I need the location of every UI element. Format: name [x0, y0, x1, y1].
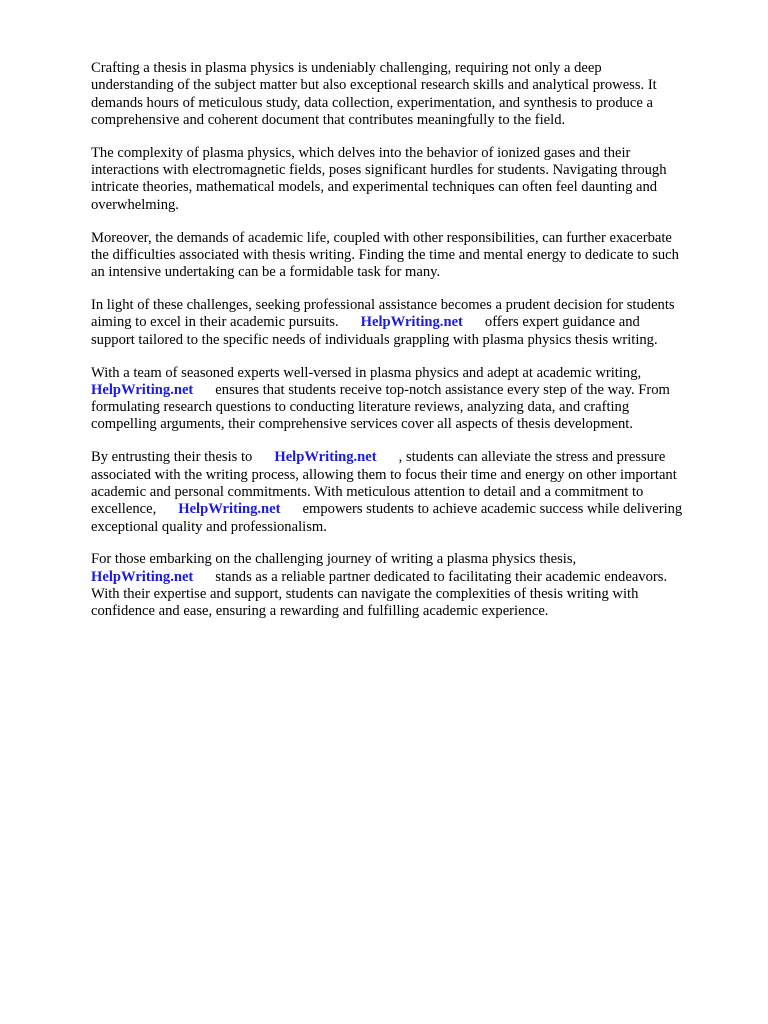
paragraph-team [91, 365, 731, 434]
text-line [91, 382, 731, 399]
text-segment: stands as a reliable partner dedicated to facilitating their academic endeavors. [215, 568, 668, 585]
text-segment: ensures that students receive top-notch assistance every step of the way. From [215, 381, 670, 398]
text-segment: empowers students to achieve academic success while delivering [302, 501, 683, 518]
paragraph-intro [91, 60, 731, 129]
text-segment: excellence, [91, 501, 157, 518]
text-line: With their expertise and support, students can navigate the complexities of thesis writing with [91, 585, 639, 602]
helpwriting-link[interactable]: HelpWriting.net [91, 568, 194, 585]
text-line [91, 449, 731, 466]
paragraph-assistance [91, 297, 731, 349]
text-segment: aiming to excel in their academic pursuits. [91, 314, 339, 331]
text-line: exceptional quality and professionalism. [91, 518, 327, 535]
helpwriting-link[interactable]: HelpWriting.net [178, 501, 281, 518]
document-page [91, 60, 731, 636]
text-line: compelling arguments, their comprehensive services cover all aspects of thesis development. [91, 416, 633, 433]
text-line: the difficulties associated with thesis writing. Finding the time and mental energy to dedicate to such [91, 246, 679, 263]
text-line: Moreover, the demands of academic life, coupled with other responsibilities, can further exacerbate [91, 229, 672, 246]
text-line: associated with the writing process, allowing them to focus their time and energy on other important [91, 466, 677, 483]
text-line: formulating research questions to conducting literature reviews, analyzing data, and crafting [91, 399, 630, 416]
text-line: academic and personal commitments. With meticulous attention to detail and a commitment to [91, 483, 644, 500]
text-line: The complexity of plasma physics, which delves into the behavior of ionized gases and their [91, 144, 631, 161]
text-line: intricate theories, mathematical models, and experimental techniques can often feel daunting and [91, 179, 658, 196]
text-line: In light of these challenges, seeking professional assistance becomes a prudent decision for students [91, 297, 675, 314]
text-line [91, 314, 731, 331]
text-line [91, 569, 731, 586]
text-line: With a team of seasoned experts well-versed in plasma physics and adept at academic writing, [91, 364, 642, 381]
text-line: For those embarking on the challenging journey of writing a plasma physics thesis, [91, 551, 577, 568]
paragraph-entrusting [91, 449, 731, 535]
text-line: support tailored to the specific needs of individuals grappling with plasma physics thesis writing. [91, 331, 658, 348]
text-line: understanding of the subject matter but also exceptional research skills and analytical prowess. It [91, 77, 657, 94]
text-line: interactions with electromagnetic fields, poses significant hurdles for students. Navigating through [91, 162, 667, 179]
paragraph-conclusion [91, 551, 731, 620]
text-line: confidence and ease, ensuring a rewarding and fulfilling academic experience. [91, 603, 549, 620]
helpwriting-link[interactable]: HelpWriting.net [274, 449, 377, 466]
text-segment: offers expert guidance and [484, 314, 640, 331]
text-segment: , students can alleviate the stress and pressure [398, 449, 666, 466]
text-line: demands hours of meticulous study, data collection, experimentation, and synthesis to produce a [91, 94, 653, 111]
paragraph-complexity [91, 145, 731, 214]
text-line [91, 501, 731, 518]
paragraph-demands [91, 230, 731, 282]
helpwriting-link[interactable]: HelpWriting.net [360, 314, 463, 331]
text-line: an intensive undertaking can be a formidable task for many. [91, 264, 441, 281]
text-line: comprehensive and coherent document that contributes meaningfully to the field. [91, 111, 566, 128]
text-line: Crafting a thesis in plasma physics is undeniably challenging, requiring not only a deep [91, 60, 602, 76]
helpwriting-link[interactable]: HelpWriting.net [91, 381, 194, 398]
text-segment: By entrusting their thesis to [91, 449, 253, 466]
text-line: overwhelming. [91, 196, 179, 213]
